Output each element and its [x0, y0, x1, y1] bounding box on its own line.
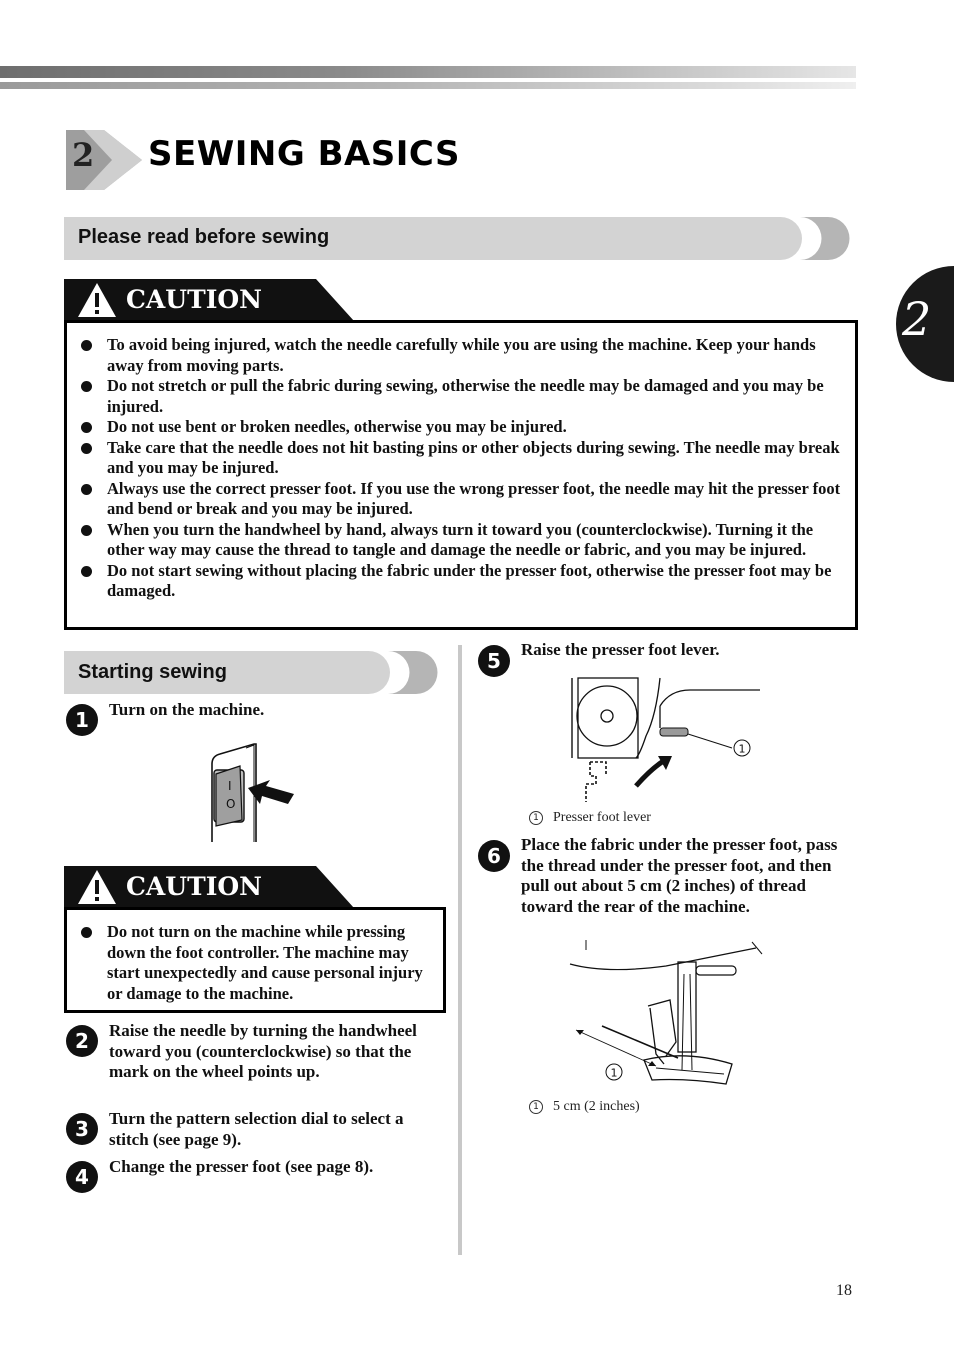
section-bar-end-cap — [800, 217, 856, 260]
warning-triangle-icon — [76, 281, 118, 319]
caution-item: Do not start sewing without placing the fabric under the presser foot, otherwise the presser foot may be damaged. — [67, 561, 841, 602]
step-text-4: Change the presser foot (see page 8). — [109, 1157, 374, 1176]
caution-list-2 — [67, 922, 433, 1004]
page-number: 18 — [836, 1282, 852, 1299]
bullet-icon — [81, 927, 92, 938]
svg-text:1: 1 — [610, 1066, 618, 1080]
callout-number-icon: 1 — [529, 1100, 543, 1114]
step-number-6: 6 — [478, 840, 510, 872]
section-bar-end-cap — [388, 651, 444, 694]
chapter-title: SEWING BASICS — [148, 134, 461, 174]
caution-box-1 — [64, 320, 858, 630]
header-rule-bottom — [0, 82, 856, 89]
header-rule-top — [0, 66, 856, 78]
fabric-placement-illustration — [566, 934, 766, 1094]
chapter-side-tab-number: 2 — [902, 292, 932, 346]
bullet-icon — [81, 381, 92, 392]
caution-item: To avoid being injured, watch the needle carefully while you are using the machine. Keep your hands away from moving parts. — [67, 335, 841, 376]
caution-item: Do not turn on the machine while pressing down the foot controller. The machine may start unexpectedly and cause personal injury or damage to the machine. — [67, 922, 433, 1004]
step-number-5: 5 — [478, 645, 510, 677]
caption-presser-foot-lever: 1 Presser foot lever — [529, 810, 651, 826]
power-switch-illustration — [208, 742, 298, 844]
caution-item: Do not use bent or broken needles, otherwise you may be injured. — [67, 417, 841, 438]
section-title-read-before: Please read before sewing — [78, 226, 330, 248]
step-text-6: Place the fabric under the presser foot, pass the thread under the presser foot, and then pull out about 5 cm (2 inches) of thread toward the rear of the machine. — [521, 835, 838, 917]
bullet-icon — [81, 340, 92, 351]
warning-triangle-icon — [76, 868, 118, 906]
caution-box-2 — [64, 907, 446, 1013]
svg-text:O: O — [226, 797, 236, 811]
step-number-3: 3 — [66, 1113, 98, 1145]
chapter-number: 2 — [72, 136, 95, 174]
bullet-icon — [81, 525, 92, 536]
bullet-icon — [81, 443, 92, 454]
caution-item: When you turn the handwheel by hand, always turn it toward you (counterclockwise). Turning it the other way may cause the thread to tangle and damage the needle or fabric, and you may be injured. — [67, 520, 841, 561]
presser-foot-lever-illustration — [566, 676, 766, 806]
caution-label-2: CAUTION — [126, 872, 263, 901]
step-number-4: 4 — [66, 1161, 98, 1193]
bullet-icon — [81, 484, 92, 495]
bullet-icon — [81, 566, 92, 577]
svg-text:1: 1 — [738, 742, 746, 756]
step-number-1: 1 — [66, 704, 98, 736]
caption-thread-length: 1 5 cm (2 inches) — [529, 1099, 640, 1115]
svg-text:I: I — [228, 779, 232, 793]
step-text-3: Turn the pattern selection dial to select a stitch (see page 9). — [109, 1109, 404, 1149]
caution-item: Always use the correct presser foot. If you use the wrong presser foot, the needle may hit the presser foot and bend or break and you may be injured. — [67, 479, 841, 520]
caution-list-1 — [67, 335, 841, 602]
step-text-1: Turn on the machine. — [109, 700, 265, 719]
step-text-5: Raise the presser foot lever. — [521, 640, 720, 659]
callout-number-icon: 1 — [529, 811, 543, 825]
bullet-icon — [81, 422, 92, 433]
section-title-starting-sewing: Starting sewing — [78, 661, 227, 683]
step-text-2: Raise the needle by turning the handwheel toward you (counterclockwise) so that the mark on the wheel points up. — [109, 1021, 417, 1082]
step-number-2: 2 — [66, 1025, 98, 1057]
caution-label-1: CAUTION — [126, 285, 263, 314]
caution-item: Take care that the needle does not hit basting pins or other objects during sewing. The needle may break and you may be injured. — [67, 438, 841, 479]
column-divider — [458, 645, 462, 1255]
caution-item: Do not stretch or pull the fabric during sewing, otherwise the needle may be damaged and you may be injured. — [67, 376, 841, 417]
